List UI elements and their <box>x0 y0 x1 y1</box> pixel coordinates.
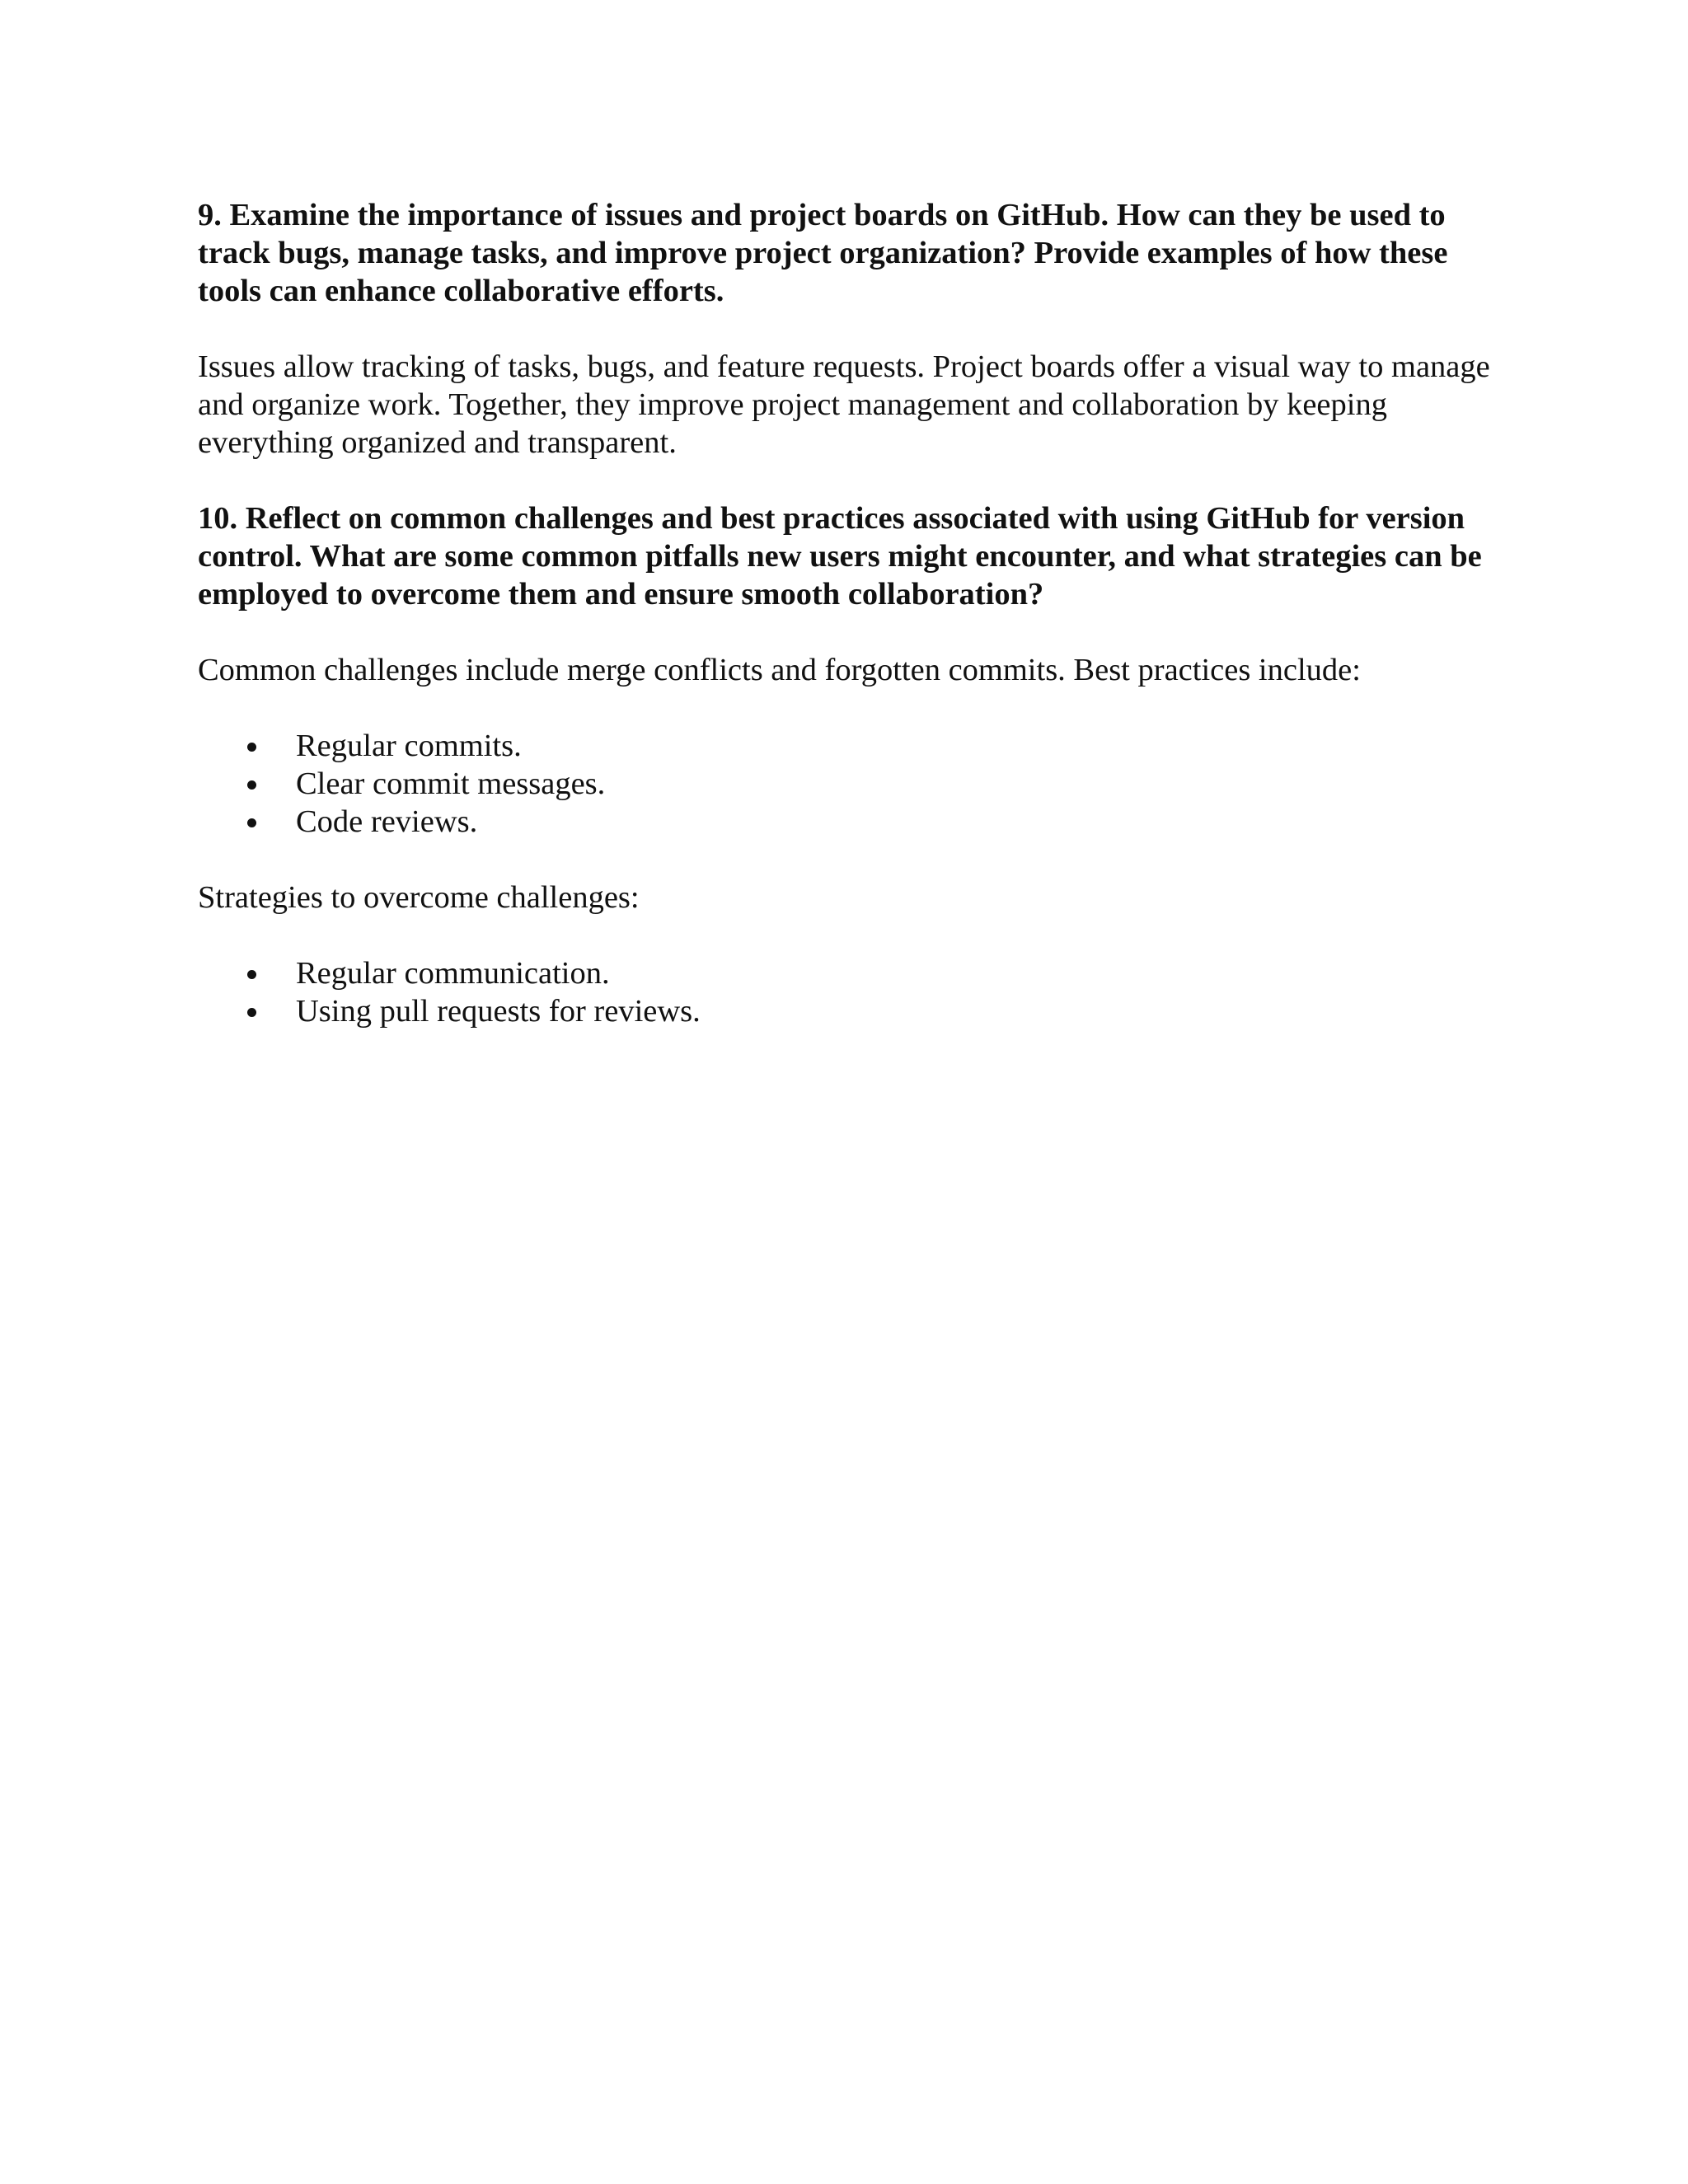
bullet-icon <box>247 970 256 979</box>
spacer <box>198 916 1492 954</box>
question-10: 10. Reflect on common challenges and best practices associated with using GitHub for version control. What are some common pitfalls new users might encounter, and what strategies can be employed to overcome them and ensure smooth collaboration? <box>198 501 1482 612</box>
bullet-icon <box>247 818 256 827</box>
list-item <box>198 765 1492 803</box>
best-practices-list <box>198 727 1492 841</box>
strategies-intro: Strategies to overcome challenges: <box>198 880 640 915</box>
list-item <box>198 803 1492 841</box>
bullet-icon <box>247 1008 256 1017</box>
list-item <box>198 992 1492 1030</box>
bullet-icon <box>247 743 256 752</box>
spacer <box>198 310 1492 348</box>
spacer <box>198 613 1492 651</box>
list-item-text: Code reviews. <box>296 804 478 839</box>
answer-10-intro: Common challenges include merge conflicts and forgotten commits. Best practices include: <box>198 653 1361 687</box>
list-item-text: Using pull requests for reviews. <box>296 994 701 1029</box>
question-9: 9. Examine the importance of issues and project boards on GitHub. How can they be used to track bugs, manage tasks, and improve project organization? Provide examples of how these tools can enhance collaborative efforts. <box>198 198 1448 308</box>
list-item-text: Regular commits. <box>296 729 522 763</box>
list-item-text: Regular communication. <box>296 956 610 991</box>
list-item <box>198 954 1492 992</box>
answer-9: Issues allow tracking of tasks, bugs, and feature requests. Project boards offer a visual way to manage and organize work. Together, they improve project management and collaboration by keeping everything organized and transparent. <box>198 349 1490 460</box>
spacer <box>198 841 1492 879</box>
spacer <box>198 689 1492 727</box>
list-item <box>198 727 1492 765</box>
document-page <box>198 196 1492 1030</box>
spacer <box>198 462 1492 499</box>
strategies-list <box>198 954 1492 1030</box>
list-item-text: Clear commit messages. <box>296 766 606 801</box>
bullet-icon <box>247 780 256 790</box>
